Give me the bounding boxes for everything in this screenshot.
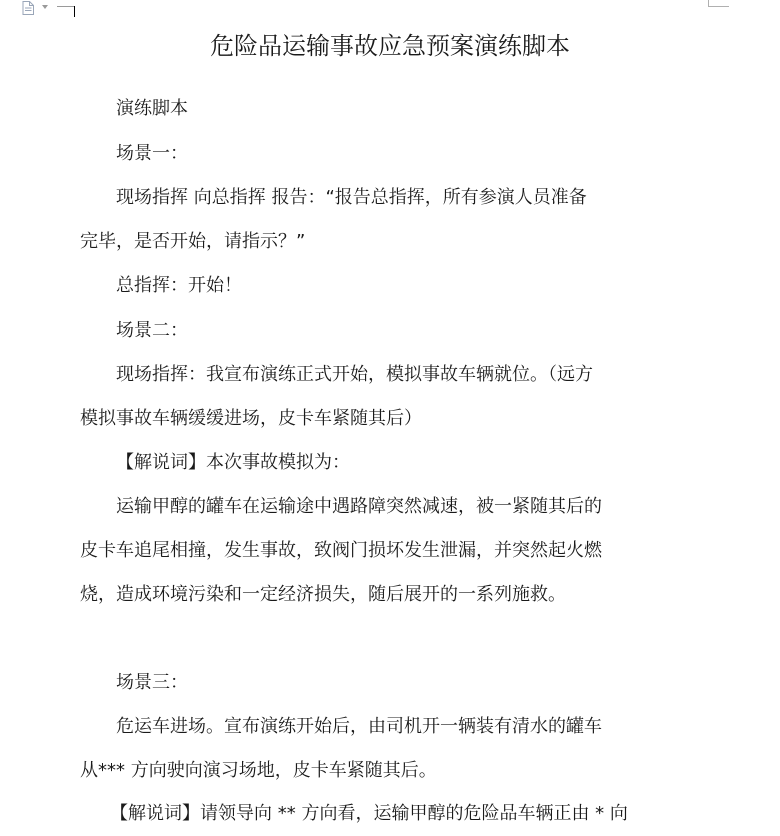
paragraph-line: 危运车进场。宣布演练开始后，由司机开一辆装有清水的罐车 [116,716,602,737]
paragraph-line: 【解说词】本次事故模拟为： [116,452,350,473]
paragraph-line: 总指挥：开始！ [116,275,242,296]
paragraph-narration-2 [80,792,700,836]
dropdown-arrow-icon[interactable] [42,5,48,9]
text-cursor [74,6,75,17]
paragraph-scene-3 [80,661,700,705]
paragraph-line: 皮卡车追尾相撞，发生事故，致阀门损坏发生泄漏，并突然起火燃 [80,540,602,561]
paragraph-line: 烧，造成环境污染和一定经济损失，随后展开的一系列施救。 [80,584,566,605]
paragraph-scene-2 [80,309,700,353]
paragraph-announce [80,353,700,441]
paragraph-line: 完毕，是否开始，请指示？” [80,231,306,252]
paragraph-line: 【解说词】请领导向 ** 方向看，运输甲醇的危险品车辆正由 * 向 [110,803,628,824]
paragraph-heading [80,87,700,131]
page-title: 危险品运输事故应急预案演练脚本 [210,32,570,60]
margin-corner-mark-right [708,0,729,7]
margin-corner-mark [57,6,75,17]
paragraph-line: 现场指挥 向总指挥 报告：“报告总指挥，所有参演人员准备 [116,187,587,208]
paragraph-line: 场景三： [116,672,188,693]
paragraph-line: 场景一： [116,143,188,164]
paragraph-line: 演练脚本 [116,98,188,119]
paragraph-report [80,176,700,264]
paragraph-line: 从*** 方向驶向演习场地，皮卡车紧随其后。 [80,760,437,781]
paragraph-line: 现场指挥：我宣布演练正式开始，模拟事故车辆就位。（远方 [116,364,593,385]
paragraph-scene-1 [80,132,700,176]
paragraph-line: 场景二： [116,320,188,341]
paragraph-vehicle-enter [80,705,700,793]
document-icon[interactable] [22,1,34,15]
paragraph-narration-1 [80,441,700,485]
paragraph-start [80,264,700,308]
paragraph-line: 模拟事故车辆缓缓进场，皮卡车紧随其后） [80,408,422,429]
paragraph-line: 运输甲醇的罐车在运输途中遇路障突然减速，被一紧随其后的 [116,496,602,517]
paragraph-accident [80,485,700,617]
